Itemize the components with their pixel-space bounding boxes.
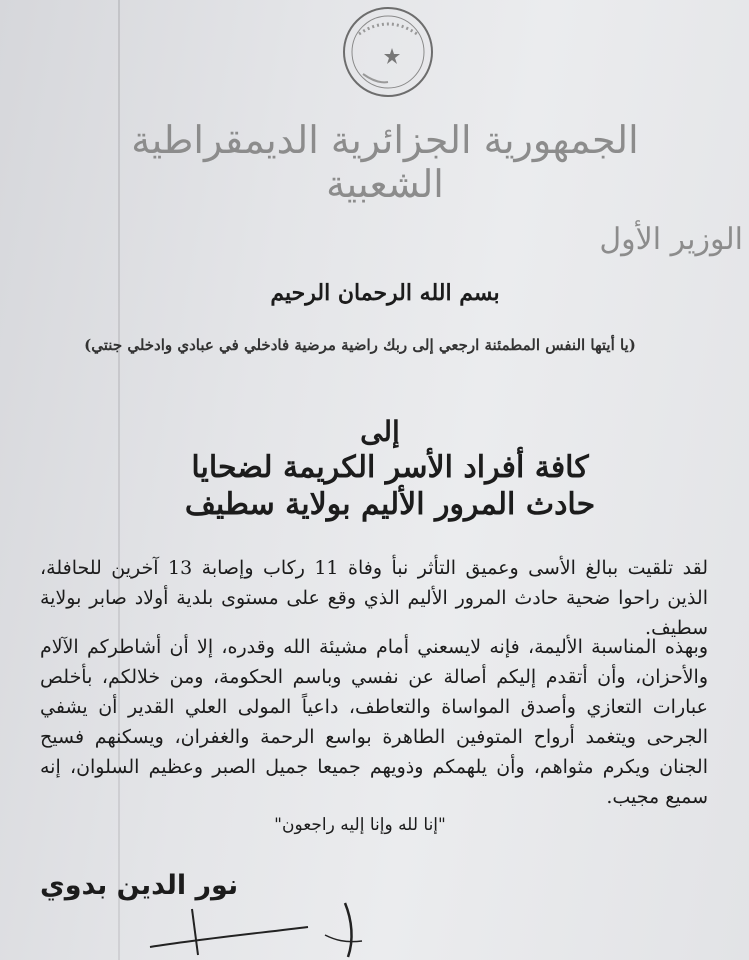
condolence-paragraph-2: وبهذه المناسبة الأليمة، فإنه لايسعني أمام مشيئة الله وقدره، إلا أن أشاطركم الآلام والأحزان، وأن أتقدم إليكم أصالة عن نفسي وباسم الحكومة، ومن خلالكم، بأخلص عبارات التعازي وأصدق المواساة والتعاطف، داعياً المولى العلي القدير أن يشفي الجرحى ويتغمد أرواح المتوفين الطاهرة بواسع الرحمة والغفران، ويسكنهم فسيح الجنان ويكرم مثواهم، وأن يلهمكم وذويهم جميعا جميل الصبر وعظيم السلوان، إنه سميع مجيب. — [40, 636, 708, 808]
republic-header: الجمهورية الجزائرية الديمقراطية الشعبية — [131, 118, 639, 206]
condolence-paragraph-1: لقد تلقيت ببالغ الأسى وعميق التأثر نبأ وفاة 11 ركاب وإصابة 13 آخرين للحافلة، الذين راحوا ضحية حادث المرور الأليم الذي وقع على مستوى بلدية أولاد صابر بولاية سطيف. — [40, 557, 708, 639]
handwritten-signature — [140, 895, 380, 960]
addressee-line-2: حادث المرور الأليم بولاية سطيف — [184, 487, 596, 522]
addressee-line-1: كافة أفراد الأسر الكريمة لضحايا — [191, 450, 589, 485]
basmala: بسم الله الرحمان الرحيم — [270, 280, 500, 306]
quran-verse: (يا أيتها النفس المطمئنة ارجعي إلى ربك راضية مرضية فادخلي في عبادي وادخلي جنتي) — [84, 336, 636, 354]
signatory-name: نور الدين بدوي — [40, 870, 239, 901]
algeria-seal-icon — [337, 4, 439, 100]
closing-quote: "إنا لله وإنا إليه راجعون" — [274, 815, 446, 835]
office-title: الوزير الأول — [599, 222, 743, 257]
addressee-prefix: إلى — [360, 415, 400, 448]
